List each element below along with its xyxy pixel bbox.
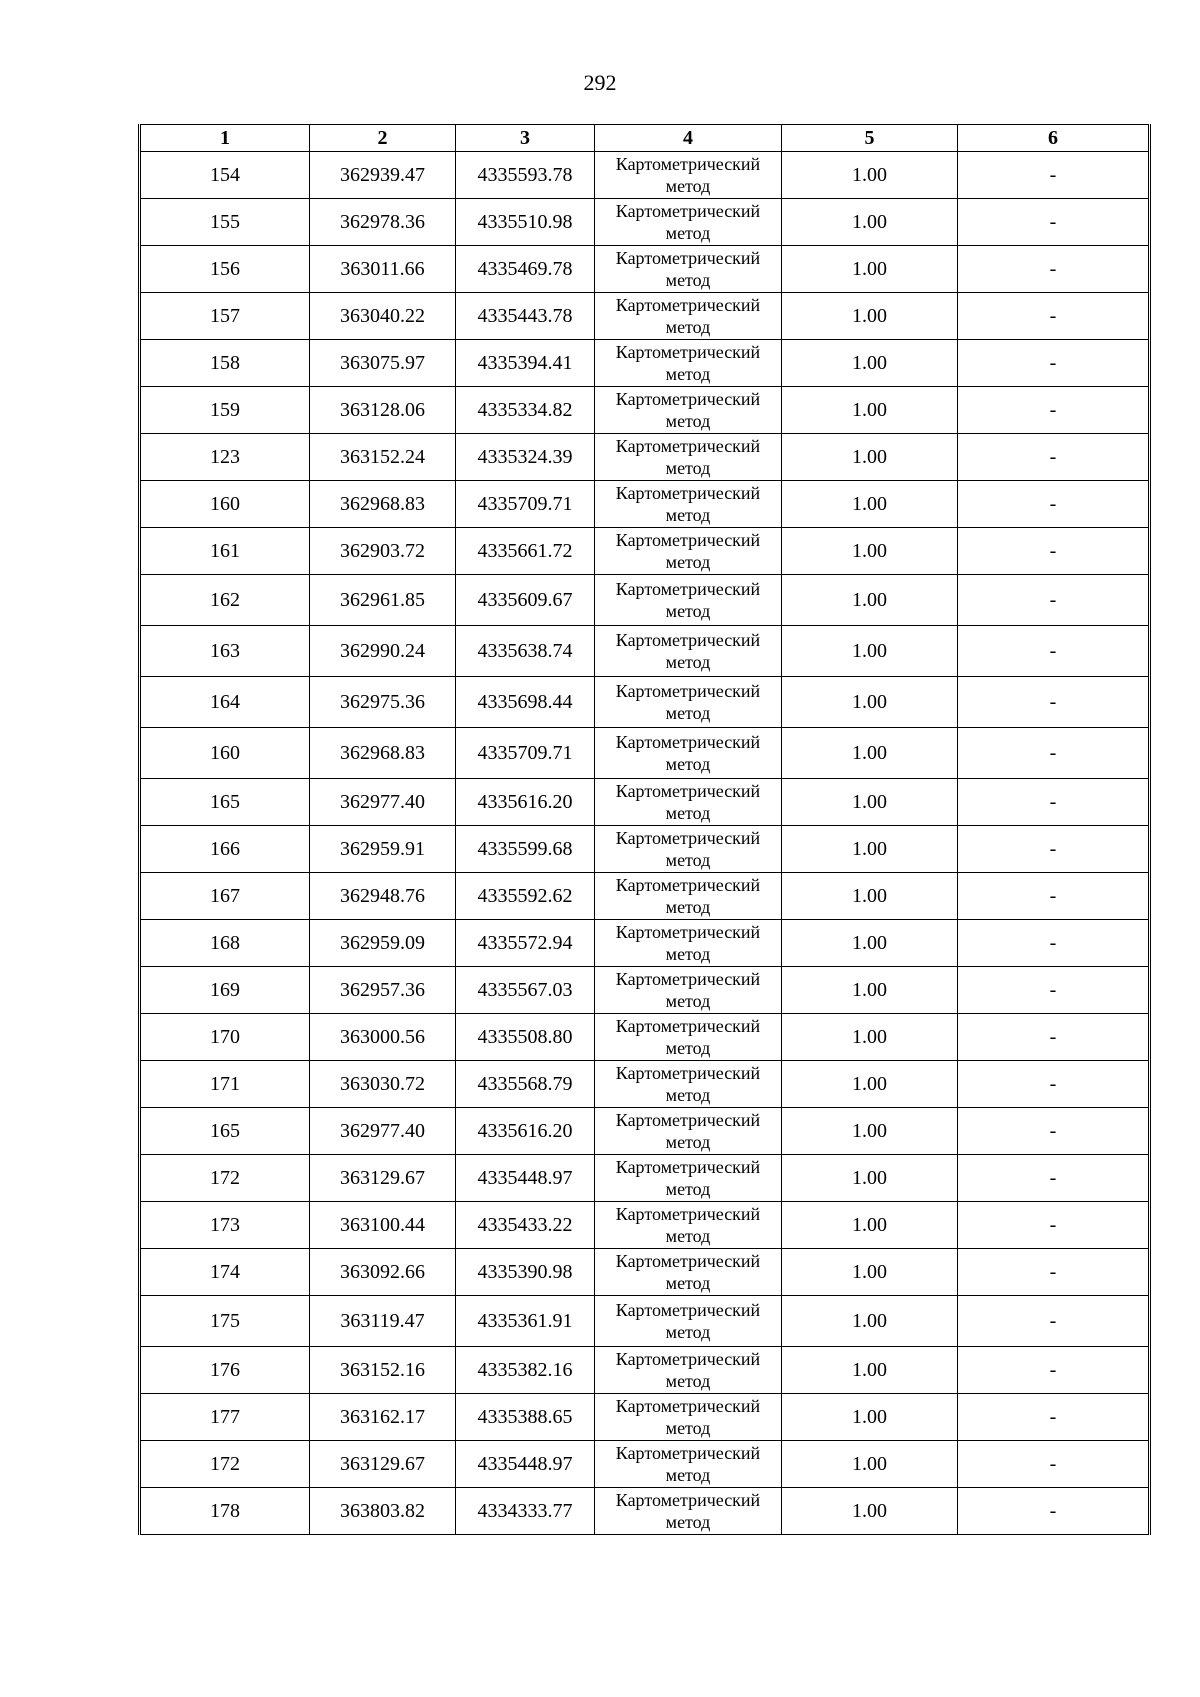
accuracy-cell: 1.00 <box>782 1488 958 1535</box>
table-row <box>140 575 1150 626</box>
method-cell <box>595 246 782 293</box>
method-text-line2: метод <box>665 601 711 621</box>
point-number-cell: 169 <box>140 967 310 1014</box>
point-number-cell: 154 <box>140 152 310 199</box>
method-text-line1: Картометрический <box>615 922 761 942</box>
column-header: 5 <box>782 125 958 152</box>
method-text-line2: метод <box>665 1038 711 1058</box>
method-text-line2: метод <box>665 176 711 196</box>
note-cell: - <box>958 481 1150 528</box>
accuracy-cell: 1.00 <box>782 575 958 626</box>
x-coordinate-cell: 363129.67 <box>310 1441 456 1488</box>
table-row <box>140 528 1150 575</box>
table-row <box>140 434 1150 481</box>
x-coordinate-cell: 362978.36 <box>310 199 456 246</box>
point-number-cell: 171 <box>140 1061 310 1108</box>
method-text-line2: метод <box>665 1085 711 1105</box>
method-cell <box>595 1014 782 1061</box>
x-coordinate-cell: 362977.40 <box>310 779 456 826</box>
x-coordinate-cell: 363040.22 <box>310 293 456 340</box>
method-cell <box>595 1155 782 1202</box>
method-text-line1: Картометрический <box>615 295 761 315</box>
note-cell: - <box>958 677 1150 728</box>
column-header: 4 <box>595 125 782 152</box>
table-row <box>140 1441 1150 1488</box>
method-text-line2: метод <box>665 1512 711 1532</box>
table-row <box>140 340 1150 387</box>
method-cell <box>595 152 782 199</box>
x-coordinate-cell: 363000.56 <box>310 1014 456 1061</box>
y-coordinate-cell: 4335394.41 <box>456 340 595 387</box>
point-number-cell: 174 <box>140 1249 310 1296</box>
point-number-cell: 175 <box>140 1296 310 1347</box>
method-text-line2: метод <box>665 411 711 431</box>
x-coordinate-cell: 363128.06 <box>310 387 456 434</box>
method-text-line1: Картометрический <box>615 1204 761 1224</box>
y-coordinate-cell: 4335433.22 <box>456 1202 595 1249</box>
method-text-line2: метод <box>665 652 711 672</box>
table-row <box>140 677 1150 728</box>
method-text-line1: Картометрический <box>615 1349 761 1369</box>
method-text-line2: метод <box>665 944 711 964</box>
note-cell: - <box>958 1394 1150 1441</box>
method-text-line1: Картометрический <box>615 248 761 268</box>
table-row <box>140 293 1150 340</box>
column-header: 6 <box>958 125 1150 152</box>
y-coordinate-cell: 4335361.91 <box>456 1296 595 1347</box>
method-cell <box>595 873 782 920</box>
table-body <box>140 152 1150 1535</box>
coordinates-table <box>138 124 1151 1535</box>
accuracy-cell: 1.00 <box>782 1061 958 1108</box>
point-number-cell: 161 <box>140 528 310 575</box>
point-number-cell: 123 <box>140 434 310 481</box>
point-number-cell: 165 <box>140 779 310 826</box>
note-cell: - <box>958 340 1150 387</box>
page-number: 292 <box>583 70 617 95</box>
method-cell <box>595 575 782 626</box>
note-cell: - <box>958 873 1150 920</box>
x-coordinate-cell: 362957.36 <box>310 967 456 1014</box>
method-text-line1: Картометрический <box>615 630 761 650</box>
table-row <box>140 1155 1150 1202</box>
accuracy-cell: 1.00 <box>782 246 958 293</box>
x-coordinate-cell: 362903.72 <box>310 528 456 575</box>
x-coordinate-cell: 363011.66 <box>310 246 456 293</box>
point-number-cell: 160 <box>140 481 310 528</box>
table-row <box>140 387 1150 434</box>
method-cell <box>595 293 782 340</box>
note-cell: - <box>958 199 1150 246</box>
method-text-line2: метод <box>665 1273 711 1293</box>
method-text-line1: Картометрический <box>615 875 761 895</box>
x-coordinate-cell: 363119.47 <box>310 1296 456 1347</box>
method-text-line1: Картометрический <box>615 483 761 503</box>
note-cell: - <box>958 246 1150 293</box>
y-coordinate-cell: 4335593.78 <box>456 152 595 199</box>
accuracy-cell: 1.00 <box>782 1296 958 1347</box>
table-row <box>140 1394 1150 1441</box>
note-cell: - <box>958 1155 1150 1202</box>
table-row <box>140 1296 1150 1347</box>
method-text-line1: Картометрический <box>615 579 761 599</box>
accuracy-cell: 1.00 <box>782 967 958 1014</box>
method-cell <box>595 826 782 873</box>
method-text-line1: Картометрический <box>615 681 761 701</box>
x-coordinate-cell: 363152.24 <box>310 434 456 481</box>
table-row <box>140 1488 1150 1535</box>
point-number-cell: 172 <box>140 1155 310 1202</box>
y-coordinate-cell: 4335599.68 <box>456 826 595 873</box>
point-number-cell: 178 <box>140 1488 310 1535</box>
note-cell: - <box>958 1347 1150 1394</box>
method-text-line1: Картометрический <box>615 1110 761 1130</box>
method-text-line1: Картометрический <box>615 389 761 409</box>
point-number-cell: 162 <box>140 575 310 626</box>
point-number-cell: 176 <box>140 1347 310 1394</box>
table-header-row <box>140 125 1150 152</box>
point-number-cell: 167 <box>140 873 310 920</box>
x-coordinate-cell: 363075.97 <box>310 340 456 387</box>
note-cell: - <box>958 728 1150 779</box>
table-row <box>140 873 1150 920</box>
table-row <box>140 1249 1150 1296</box>
point-number-cell: 173 <box>140 1202 310 1249</box>
accuracy-cell: 1.00 <box>782 1014 958 1061</box>
method-cell <box>595 1347 782 1394</box>
note-cell: - <box>958 387 1150 434</box>
accuracy-cell: 1.00 <box>782 1394 958 1441</box>
y-coordinate-cell: 4335324.39 <box>456 434 595 481</box>
method-cell <box>595 1488 782 1535</box>
method-cell <box>595 1202 782 1249</box>
y-coordinate-cell: 4335709.71 <box>456 728 595 779</box>
table-row <box>140 967 1150 1014</box>
y-coordinate-cell: 4335616.20 <box>456 1108 595 1155</box>
method-text-line1: Картометрический <box>615 1251 761 1271</box>
method-cell <box>595 528 782 575</box>
note-cell: - <box>958 626 1150 677</box>
point-number-cell: 155 <box>140 199 310 246</box>
y-coordinate-cell: 4335616.20 <box>456 779 595 826</box>
note-cell: - <box>958 1061 1150 1108</box>
point-number-cell: 163 <box>140 626 310 677</box>
method-text-line2: метод <box>665 270 711 290</box>
x-coordinate-cell: 362948.76 <box>310 873 456 920</box>
accuracy-cell: 1.00 <box>782 728 958 779</box>
method-text-line1: Картометрический <box>615 342 761 362</box>
method-cell <box>595 626 782 677</box>
method-cell <box>595 677 782 728</box>
method-cell <box>595 1296 782 1347</box>
method-text-line1: Картометрический <box>615 201 761 221</box>
table-row <box>140 920 1150 967</box>
x-coordinate-cell: 363162.17 <box>310 1394 456 1441</box>
point-number-cell: 166 <box>140 826 310 873</box>
y-coordinate-cell: 4335448.97 <box>456 1155 595 1202</box>
method-text-line1: Картометрический <box>615 1157 761 1177</box>
note-cell: - <box>958 434 1150 481</box>
point-number-cell: 158 <box>140 340 310 387</box>
method-text-line2: метод <box>665 317 711 337</box>
accuracy-cell: 1.00 <box>782 434 958 481</box>
method-cell <box>595 779 782 826</box>
x-coordinate-cell: 363092.66 <box>310 1249 456 1296</box>
method-text-line2: метод <box>665 505 711 525</box>
method-cell <box>595 967 782 1014</box>
method-text-line2: метод <box>665 1322 711 1342</box>
method-cell <box>595 434 782 481</box>
method-text-line2: метод <box>665 1226 711 1246</box>
note-cell: - <box>958 967 1150 1014</box>
y-coordinate-cell: 4335510.98 <box>456 199 595 246</box>
accuracy-cell: 1.00 <box>782 1249 958 1296</box>
x-coordinate-cell: 363129.67 <box>310 1155 456 1202</box>
column-header: 3 <box>456 125 595 152</box>
method-text-line2: метод <box>665 754 711 774</box>
table-row <box>140 1202 1150 1249</box>
method-cell <box>595 1108 782 1155</box>
note-cell: - <box>958 1249 1150 1296</box>
table-row <box>140 626 1150 677</box>
y-coordinate-cell: 4334333.77 <box>456 1488 595 1535</box>
method-text-line2: метод <box>665 1179 711 1199</box>
note-cell: - <box>958 575 1150 626</box>
y-coordinate-cell: 4335698.44 <box>456 677 595 728</box>
column-header: 2 <box>310 125 456 152</box>
method-text-line2: метод <box>665 552 711 572</box>
method-cell <box>595 1441 782 1488</box>
y-coordinate-cell: 4335592.62 <box>456 873 595 920</box>
column-header: 1 <box>140 125 310 152</box>
method-cell <box>595 1061 782 1108</box>
x-coordinate-cell: 362975.36 <box>310 677 456 728</box>
x-coordinate-cell: 362961.85 <box>310 575 456 626</box>
method-text-line2: метод <box>665 991 711 1011</box>
accuracy-cell: 1.00 <box>782 626 958 677</box>
x-coordinate-cell: 362977.40 <box>310 1108 456 1155</box>
y-coordinate-cell: 4335709.71 <box>456 481 595 528</box>
y-coordinate-cell: 4335609.67 <box>456 575 595 626</box>
method-text-line2: метод <box>665 364 711 384</box>
table-row <box>140 779 1150 826</box>
method-cell <box>595 199 782 246</box>
point-number-cell: 157 <box>140 293 310 340</box>
accuracy-cell: 1.00 <box>782 920 958 967</box>
method-text-line1: Картометрический <box>615 828 761 848</box>
method-text-line2: метод <box>665 1465 711 1485</box>
method-text-line1: Картометрический <box>615 1016 761 1036</box>
method-cell <box>595 1394 782 1441</box>
y-coordinate-cell: 4335508.80 <box>456 1014 595 1061</box>
accuracy-cell: 1.00 <box>782 1347 958 1394</box>
point-number-cell: 156 <box>140 246 310 293</box>
y-coordinate-cell: 4335572.94 <box>456 920 595 967</box>
table-row <box>140 199 1150 246</box>
table-row <box>140 1347 1150 1394</box>
method-text-line1: Картометрический <box>615 1300 761 1320</box>
x-coordinate-cell: 363152.16 <box>310 1347 456 1394</box>
method-text-line2: метод <box>665 703 711 723</box>
method-cell <box>595 920 782 967</box>
accuracy-cell: 1.00 <box>782 199 958 246</box>
note-cell: - <box>958 826 1150 873</box>
accuracy-cell: 1.00 <box>782 340 958 387</box>
accuracy-cell: 1.00 <box>782 1155 958 1202</box>
method-text-line1: Картометрический <box>615 732 761 752</box>
method-text-line2: метод <box>665 1371 711 1391</box>
method-text-line1: Картометрический <box>615 1490 761 1510</box>
y-coordinate-cell: 4335334.82 <box>456 387 595 434</box>
method-text-line2: метод <box>665 803 711 823</box>
y-coordinate-cell: 4335388.65 <box>456 1394 595 1441</box>
method-cell <box>595 340 782 387</box>
method-text-line2: метод <box>665 897 711 917</box>
accuracy-cell: 1.00 <box>782 1441 958 1488</box>
point-number-cell: 160 <box>140 728 310 779</box>
note-cell: - <box>958 528 1150 575</box>
accuracy-cell: 1.00 <box>782 779 958 826</box>
x-coordinate-cell: 362968.83 <box>310 481 456 528</box>
accuracy-cell: 1.00 <box>782 677 958 728</box>
y-coordinate-cell: 4335390.98 <box>456 1249 595 1296</box>
table-row <box>140 246 1150 293</box>
note-cell: - <box>958 1296 1150 1347</box>
table-row <box>140 481 1150 528</box>
table-row <box>140 1014 1150 1061</box>
y-coordinate-cell: 4335443.78 <box>456 293 595 340</box>
method-text-line2: метод <box>665 1132 711 1152</box>
method-text-line1: Картометрический <box>615 436 761 456</box>
y-coordinate-cell: 4335661.72 <box>456 528 595 575</box>
accuracy-cell: 1.00 <box>782 1202 958 1249</box>
method-cell <box>595 387 782 434</box>
note-cell: - <box>958 1441 1150 1488</box>
x-coordinate-cell: 363803.82 <box>310 1488 456 1535</box>
y-coordinate-cell: 4335567.03 <box>456 967 595 1014</box>
method-text-line2: метод <box>665 223 711 243</box>
x-coordinate-cell: 362990.24 <box>310 626 456 677</box>
x-coordinate-cell: 362959.09 <box>310 920 456 967</box>
accuracy-cell: 1.00 <box>782 387 958 434</box>
accuracy-cell: 1.00 <box>782 293 958 340</box>
accuracy-cell: 1.00 <box>782 481 958 528</box>
table-row <box>140 1061 1150 1108</box>
table-row <box>140 1108 1150 1155</box>
point-number-cell: 170 <box>140 1014 310 1061</box>
accuracy-cell: 1.00 <box>782 1108 958 1155</box>
accuracy-cell: 1.00 <box>782 873 958 920</box>
x-coordinate-cell: 362968.83 <box>310 728 456 779</box>
point-number-cell: 159 <box>140 387 310 434</box>
table-row <box>140 826 1150 873</box>
note-cell: - <box>958 1202 1150 1249</box>
method-cell <box>595 481 782 528</box>
accuracy-cell: 1.00 <box>782 826 958 873</box>
method-text-line1: Картометрический <box>615 781 761 801</box>
x-coordinate-cell: 362959.91 <box>310 826 456 873</box>
method-text-line1: Картометрический <box>615 969 761 989</box>
method-text-line2: метод <box>665 850 711 870</box>
note-cell: - <box>958 152 1150 199</box>
method-text-line1: Картометрический <box>615 1396 761 1416</box>
point-number-cell: 168 <box>140 920 310 967</box>
note-cell: - <box>958 779 1150 826</box>
accuracy-cell: 1.00 <box>782 152 958 199</box>
method-cell <box>595 728 782 779</box>
note-cell: - <box>958 293 1150 340</box>
point-number-cell: 172 <box>140 1441 310 1488</box>
note-cell: - <box>958 1488 1150 1535</box>
y-coordinate-cell: 4335469.78 <box>456 246 595 293</box>
method-cell <box>595 1249 782 1296</box>
y-coordinate-cell: 4335448.97 <box>456 1441 595 1488</box>
method-text-line1: Картометрический <box>615 530 761 550</box>
point-number-cell: 177 <box>140 1394 310 1441</box>
note-cell: - <box>958 920 1150 967</box>
table-row <box>140 152 1150 199</box>
point-number-cell: 165 <box>140 1108 310 1155</box>
method-text-line1: Картометрический <box>615 1063 761 1083</box>
note-cell: - <box>958 1108 1150 1155</box>
point-number-cell: 164 <box>140 677 310 728</box>
table-row <box>140 728 1150 779</box>
x-coordinate-cell: 363100.44 <box>310 1202 456 1249</box>
method-text-line2: метод <box>665 458 711 478</box>
note-cell: - <box>958 1014 1150 1061</box>
accuracy-cell: 1.00 <box>782 528 958 575</box>
y-coordinate-cell: 4335638.74 <box>456 626 595 677</box>
x-coordinate-cell: 362939.47 <box>310 152 456 199</box>
x-coordinate-cell: 363030.72 <box>310 1061 456 1108</box>
y-coordinate-cell: 4335382.16 <box>456 1347 595 1394</box>
method-text-line1: Картометрический <box>615 154 761 174</box>
method-text-line1: Картометрический <box>615 1443 761 1463</box>
y-coordinate-cell: 4335568.79 <box>456 1061 595 1108</box>
method-text-line2: метод <box>665 1418 711 1438</box>
